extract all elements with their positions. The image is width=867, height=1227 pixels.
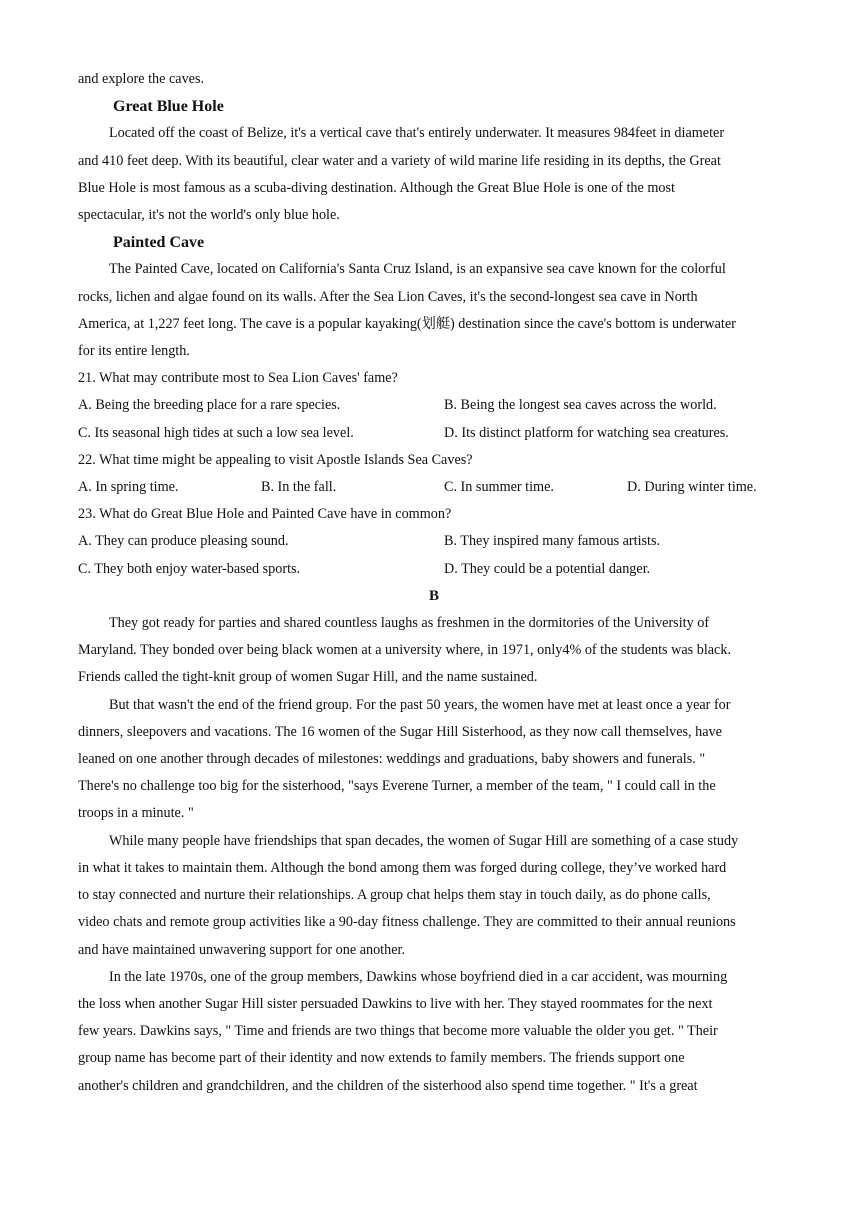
paragraph-line: and have maintained unwavering support for one another. [78,941,405,958]
option-c: C. Its seasonal high tides at such a low sea level. [78,424,354,441]
painted-cave-heading: Painted Cave [113,234,205,252]
question-stem: 22. What time might be appealing to visit Apostle Islands Sea Caves? [78,451,473,468]
option-c: C. They both enjoy water-based sports. [78,560,301,577]
paragraph-line: spectacular, it's not the world's only blue hole. [78,207,340,224]
option-d: D. They could be a potential danger. [444,560,651,577]
option-a: A. Being the breeding place for a rare species. [78,397,341,414]
option-d: D. During winter time. [627,479,757,496]
paragraph-line: few years. Dawkins says, " Time and friends are two things that become more valuable the older you get. " Their [78,1023,718,1040]
option-d: D. Its distinct platform for watching sea creatures. [444,424,729,441]
paragraph-line: and 410 feet deep. With its beautiful, clear water and a variety of wild marine life residing in its depths, the Great [78,152,721,169]
option-a: A. They can produce pleasing sound. [78,533,289,550]
paragraph-line: The Painted Cave, located on California's Santa Cruz Island, is an expansive sea cave known for the colorful [109,261,726,278]
question-21 [78,365,790,447]
paragraph-line: Maryland. They bonded over being black women at a university where, in 1971, only4% of the students was black. [78,642,731,659]
paragraph-line: rocks, lichen and algae found on its walls. After the Sea Lion Caves, it's the second-longest sea cave in North [78,288,698,305]
intro-tail-line: and explore the caves. [78,71,205,87]
painted-cave-paragraph [78,256,790,365]
paragraph-line: to stay connected and nurture their relationships. A group chat helps them stay in touch daily, as do phone calls, [78,887,711,904]
question-stem: 21. What may contribute most to Sea Lion Caves' fame? [78,370,398,387]
paragraph-line: the loss when another Sugar Hill sister persuaded Dawkins to live with her. They stayed roommates for the next [78,995,713,1012]
options-row [78,392,790,419]
paragraph-line: video chats and remote group activities like a 90-day fitness challenge. They are committed to their annual reunions [78,914,736,931]
section-b-paragraph-2 [78,692,790,828]
paragraph-line: They got ready for parties and shared countless laughs as freshmen in the dormitories of the University of [109,615,710,632]
question-23 [78,501,790,583]
paragraph-line: America, at 1,227 feet long. The cave is a popular kayaking(划艇) destination since the cave's bottom is underwater [78,315,736,332]
paragraph-line: dinners, sleepovers and vacations. The 16 women of the Sugar Hill Sisterhood, as they now call themselves, have [78,723,722,740]
document-page [78,66,790,1100]
option-a: A. In spring time. [78,479,179,496]
question-stem: 23. What do Great Blue Hole and Painted Cave have in common? [78,506,452,523]
paragraph-line: While many people have friendships that span decades, the women of Sugar Hill are something of a case study [109,832,739,849]
paragraph-line: In the late 1970s, one of the group members, Dawkins whose boyfriend died in a car accident, was mourning [109,968,728,985]
paragraph-line: But that wasn't the end of the friend group. For the past 50 years, the women have met at least once a year for [109,696,731,713]
paragraph-line: Located off the coast of Belize, it's a vertical cave that's entirely underwater. It measures 984feet in diameter [109,125,725,142]
section-b-paragraph-1 [78,610,790,692]
paragraph-line: for its entire length. [78,343,190,360]
option-b: B. In the fall. [261,479,337,496]
great-blue-hole-heading: Great Blue Hole [113,98,224,116]
option-b: B. Being the longest sea caves across the world. [444,397,717,414]
paragraph-line: Blue Hole is most famous as a scuba-diving destination. Although the Great Blue Hole is one of the most [78,179,675,196]
options-row [78,474,790,501]
section-b-label: B [428,587,439,604]
question-22 [78,447,790,501]
paragraph-line: There's no challenge too big for the sisterhood, "says Everene Turner, a member of the team, " I could call in the [78,778,716,795]
section-b-paragraph-3 [78,828,790,964]
options-row [78,556,790,583]
paragraph-line: in what it takes to maintain them. Although the bond among them was forged during college, they’ve worked hard [78,859,727,876]
paragraph-line: troops in a minute. " [78,805,194,822]
great-blue-hole-paragraph [78,120,790,229]
paragraph-line: leaned on one another through decades of milestones: weddings and graduations, baby showers and funerals. " [78,751,706,768]
section-b-paragraph-4 [78,964,790,1100]
paragraph-line: Friends called the tight-knit group of women Sugar Hill, and the name sustained. [78,669,538,686]
options-row [78,420,790,447]
paragraph-line: group name has become part of their identity and now extends to family members. The friends support one [78,1050,685,1067]
options-row [78,528,790,555]
paragraph-line: another's children and grandchildren, and the children of the sisterhood also spend time together. " It's a great [78,1077,698,1094]
option-b: B. They inspired many famous artists. [444,533,661,550]
option-c: C. In summer time. [444,479,554,496]
